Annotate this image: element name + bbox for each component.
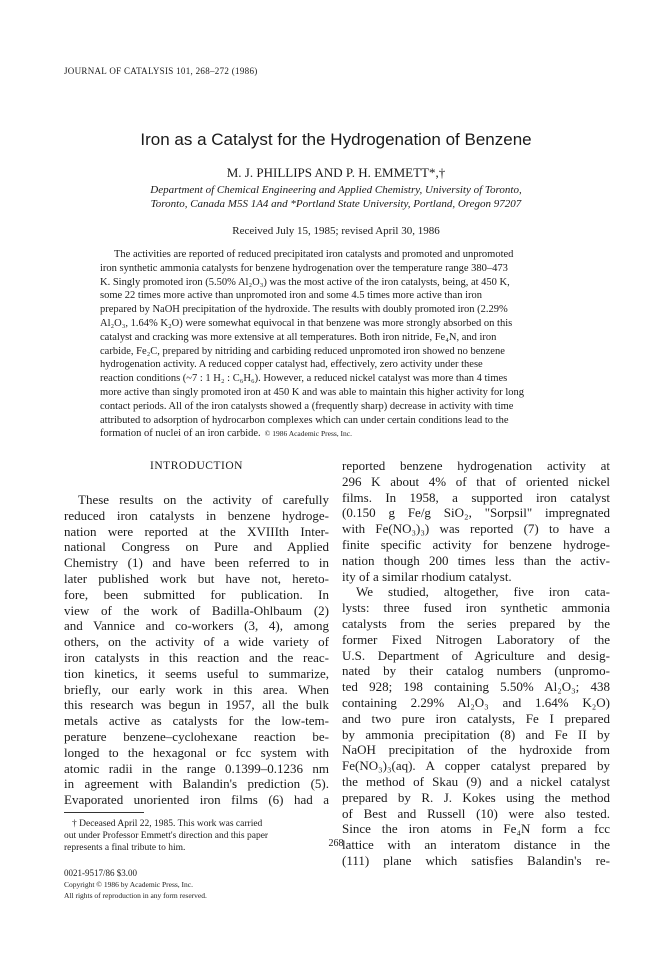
body-line: and Vannice and co-workers (3, 4), among <box>64 618 329 634</box>
body-line: briefly, our early work in this area. When <box>64 681 329 697</box>
body-line: films. In 1958, a supported iron catalyst <box>342 489 610 505</box>
footnote-line: out under Professor Emmett's direction and this paper <box>64 831 269 841</box>
page-number: 268 <box>328 838 344 849</box>
body-line: metals active as catalysts for the low-tem- <box>64 713 329 729</box>
right-column <box>342 458 610 869</box>
body-line: Evaporated unoriented iron films (6) had a <box>64 792 329 808</box>
body-line: reduced iron catalysts in benzene hydroge- <box>64 507 329 523</box>
affiliation-line: Toronto, Canada M5S 1A4 and *Portland State University, Portland, Oregon 97207 <box>150 198 522 210</box>
body-line: this research was begun in 1957, all the bulk <box>64 697 329 713</box>
abstract-line: prepared by NaOH precipitation of the hydroxide. The results with doubly promoted iron (2.29% <box>100 304 508 316</box>
body-line: with Fe(NO₃)₃) was reported (7) to have a <box>342 521 610 537</box>
footnote-rule <box>64 812 144 813</box>
abstract <box>100 248 575 441</box>
body-line: and two pure iron catalysts, Fe I prepared <box>342 710 610 726</box>
body-line: nation were reported at the XVIIIth Inter- <box>64 523 329 539</box>
body-line: nation though 200 times less than the activ- <box>342 552 610 568</box>
authors: M. J. PHILLIPS AND P. H. EMMETT*,† <box>226 165 446 180</box>
body-line: containing 2.29% Al₂O₃ and 1.64% K₂O) <box>342 694 610 710</box>
rights-line: All rights of reproduction in any form reserved. <box>64 891 207 900</box>
body-line: national Congress on Pure and Applied <box>64 539 329 555</box>
body-line: These results on the activity of carefully <box>78 492 329 507</box>
body-line: U.S. Department of Agriculture and desig- <box>342 647 610 663</box>
body-line: others, on the activity of a wide variety of <box>64 634 329 650</box>
footnote-line: represents a final tribute to him. <box>64 843 186 853</box>
body-line: lysts: three fused iron synthetic ammonia <box>342 600 610 616</box>
abstract-line: carbide, Fe₂C, prepared by nitriding and carbiding reduced unpromoted iron showed no benzene <box>100 345 505 357</box>
abstract-line: The activities are reported of reduced precipitated iron catalysts and promoted and unpromoted <box>114 249 514 260</box>
body-line: later published work but have not, hereto- <box>64 570 329 586</box>
body-line: reported benzene hydrogenation activity at <box>342 458 610 473</box>
issn: 0021-9517/86 $3.00 <box>64 868 137 878</box>
copyright-block <box>64 868 207 901</box>
body-line: Fe(NO₃)₃(aq). A copper catalyst prepared by <box>342 758 610 774</box>
abstract-line: more active than singly promoted iron at 450 K and was able to maintain this higher activity for long <box>100 386 524 398</box>
body-line: iron catalysts in this reaction and the reac- <box>64 649 329 665</box>
body-line: ted 928; 198 containing 5.50% Al₂O₃; 438 <box>342 679 610 695</box>
abstract-line: contact periods. All of the iron catalysts showed a (frequently sharp) decrease in activity with time <box>100 400 514 412</box>
body-line: atomic radii in the range 0.1399–0.1236 nm <box>64 760 329 776</box>
abstract-line <box>100 427 575 441</box>
abstract-line: some 22 times more active than unpromoted iron and some 4.5 times more active than iron <box>100 290 482 302</box>
body-line: 296 K about 4% of that of oriented nickel <box>342 473 610 489</box>
body-line: prepared by R. J. Kokes using the method <box>342 789 610 805</box>
body-line: We studied, altogether, five iron cata- <box>356 584 610 600</box>
abstract-line: reaction conditions (~7 : 1 H₂ : C₆H₆). However, a reduced nickel catalyst was more than 4 times <box>100 373 508 385</box>
affiliation <box>100 183 572 211</box>
affiliation-line: Department of Chemical Engineering and Applied Chemistry, University of Toronto, <box>150 184 522 196</box>
body-line: the method of Skau (9) and a nickel catalyst <box>342 773 610 789</box>
body-line: view of the work of Badilla-Ohlbaum (2) <box>64 602 329 618</box>
copyright-line: Copyright © 1986 by Academic Press, Inc. <box>64 880 194 889</box>
abstract-copyright: © 1986 Academic Press, Inc. <box>264 429 353 439</box>
paper-title: Iron as a Catalyst for the Hydrogenation of Benzene <box>140 130 532 149</box>
left-column <box>64 458 329 808</box>
abstract-line: iron synthetic ammonia catalysts for benzene hydrogenation over the temperature range 380–473 <box>100 262 508 274</box>
abstract-line: Al₂O₃, 1.64% K₂O) were somewhat equivocal in that benzene was more strongly absorbed on this <box>100 317 513 329</box>
received-date: Received July 15, 1985; revised April 30, 1986 <box>232 225 440 237</box>
body-line: fore, been submitted for publication. In <box>64 586 329 602</box>
abstract-line: hydrogenation activity. A reduced copper catalyst had, effectively, zero activity under these <box>100 359 483 371</box>
footnote-line: † Deceased April 22, 1985. This work was carried <box>72 819 263 829</box>
body-line: former Fixed Nitrogen Laboratory of the <box>342 631 610 647</box>
abstract-last-text: formation of nuclei of an iron carbide. <box>100 428 261 440</box>
abstract-line: attributed to adsorption of hydrocarbon complexes which can under certain conditions lead to the <box>100 414 509 426</box>
section-heading-introduction: INTRODUCTION <box>150 460 243 472</box>
body-line: longed to the hexagonal or fcc system with <box>64 744 329 760</box>
abstract-line: K. Singly promoted iron (5.50% Al₂O₃) was the most active of the iron catalysts, being, at 450 K, <box>100 276 510 288</box>
body-line: of Best and Russell (10) were also tested. <box>342 805 610 821</box>
body-line: lattice with an interatom distance in the <box>342 837 610 853</box>
abstract-line: catalyst and cracking was more extensive at all temperatures. Both iron nitride, Fe₄N, and iron <box>100 331 497 343</box>
body-line: by ammonia precipitation (8) and Fe II by <box>342 726 610 742</box>
journal-header: JOURNAL OF CATALYSIS 101, 268–272 (1986) <box>64 66 258 76</box>
body-line: catalysts from the series prepared by the <box>342 615 610 631</box>
body-line: finite specific activity for benzene hydroge- <box>342 536 610 552</box>
body-line: perature benzene–cyclohexane reaction be- <box>64 728 329 744</box>
body-line: NaOH precipitation of the hydroxide from <box>342 742 610 758</box>
body-line: (0.150 g Fe/g SiO₂, "Sorpsil" impregnated <box>342 505 610 521</box>
body-line: tion kinetics, it seems useful to summarize, <box>64 665 329 681</box>
body-line: Since the iron atoms in Fe₄N form a fcc <box>342 821 610 837</box>
body-line: Chemistry (1) and have been referred to in <box>64 555 329 571</box>
body-line: nated by their catalog numbers (unpromo- <box>342 663 610 679</box>
body-line: ity of a similar rhodium catalyst. <box>342 568 512 584</box>
body-line: in agreement with Balandin's prediction (5). <box>64 776 329 792</box>
body-line: (111) plane which satisfies Balandin's re- <box>342 852 610 868</box>
